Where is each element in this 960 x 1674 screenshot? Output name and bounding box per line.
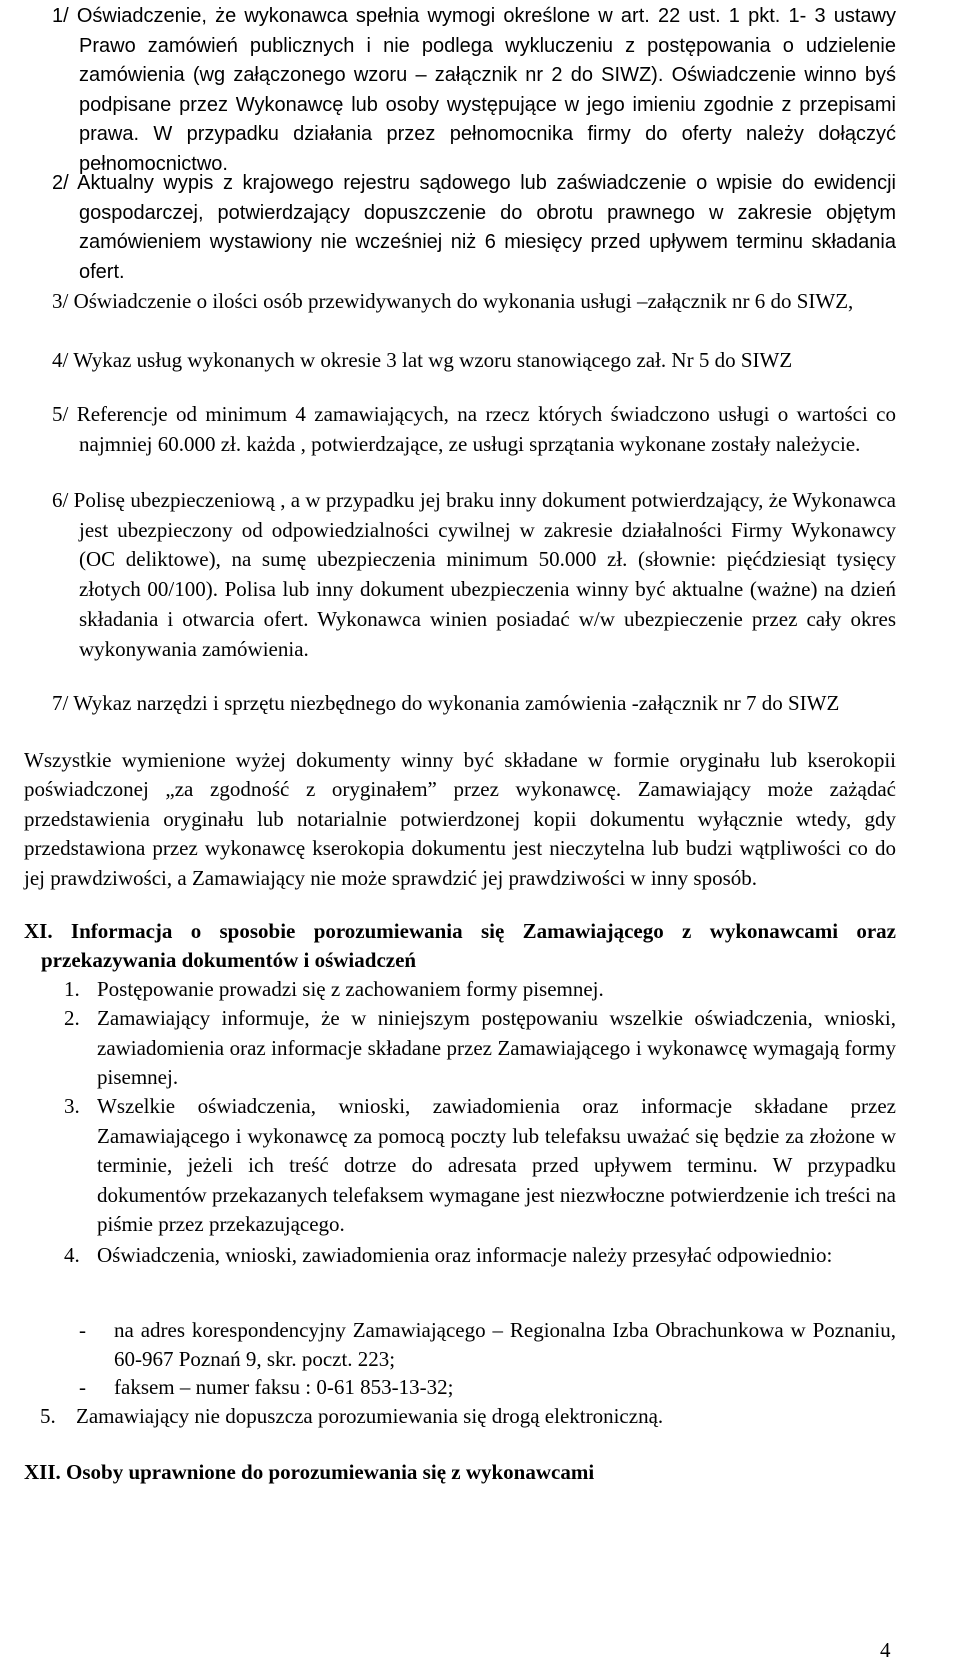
requirement-6: 6/ Polisę ubezpieczeniową , a w przypadku jej braku inny dokument potwierdzający, że Wykonawca jest ubezpieczony od odpowiedzialności cywilnej w zakresie działalności Firmy Wykonawcy (OC deliktowe), na sumę ubezpieczenia minimum 50.000 zł. (słownie: pięćdziesiąt tysięcy złotych 00/100). Polisa lub inny dokument ubezpieczenia winny być aktualne (ważne) na dzień składania i otwarcia ofert. Wykonawca winien posiadać w/w ubezpieczenie przez cały okres wykonywania zamówienia.: [52, 488, 896, 661]
point-5-text: Zamawiający nie dopuszcza porozumiewania się drogą elektroniczną.: [76, 1404, 664, 1428]
point-4-text: Oświadczenia, wnioski, zawiadomienia oraz informacje należy przesyłać odpowiednio:: [97, 1243, 833, 1267]
point-3-number: 3.: [64, 1094, 80, 1118]
point-3-text: Wszelkie oświadczenia, wnioski, zawiadomienia oraz informacje składane przez Zamawiającego i wykonawcę za pomocą poczty lub telefaksu uważać się będzie za złożone w terminie, jeżeli ich treść dotrze do adresata przed upływem terminu. W przypadku dokumentów przekazanych telefaksem wymagane jest niezwłoczne potwierdzenie ich treści na piśmie przez przekazującego.: [97, 1094, 896, 1237]
point-2-text: Zamawiający informuje, że w niniejszym postępowaniu wszelkie oświadczenia, wnioski, zawiadomienia oraz informacje składane przez Zamawiającego i wykonawcę wymagają formy pisemnej.: [97, 1006, 896, 1089]
dash-item-address: na adres korespondencyjny Zamawiającego – Regionalna Izba Obrachunkowa w Poznaniu, 60-967 Poznań 9, skr. poczt. 223;: [114, 1318, 896, 1371]
section-xi-heading: XI. Informacja o sposobie porozumiewania się Zamawiającego z wykonawcami oraz przekazywania dokumentów i oświadczeń: [24, 919, 896, 972]
page-number: 4: [880, 1638, 891, 1662]
requirement-1: 1/ Oświadczenie, że wykonawca spełnia wymogi określone w art. 22 ust. 1 pkt. 1- 3 ustawy Prawo zamówień publicznych i nie podlega wykluczeniu z postępowania o udzielenie zamówienia (wg załączonego wzoru – załącznik nr 2 do SIWZ). Oświadczenie winno byś podpisane przez Wykonawcę lub osoby występujące w jego imieniu zgodnie z przepisami prawa. W przypadku działania przez pełnomocnika firmy do oferty należy dołączyć pełnomocnictwo.: [52, 5, 896, 175]
requirement-3: 3/ Oświadczenie o ilości osób przewidywanych do wykonania usługi –załącznik nr 6 do SIWZ,: [52, 289, 854, 313]
requirement-2: 2/ Aktualny wypis z krajowego rejestru sądowego lub zaświadczenie o wpisie do ewidencji gospodarczej, potwierdzający dopuszczenie do obrotu prawnego w zakresie objętym zamówieniem wystawiony nie wcześniej niż 6 miesięcy przed upływem terminu składania ofert.: [52, 172, 896, 283]
point-5-number: 5.: [40, 1404, 56, 1428]
point-1-number: 1.: [64, 977, 80, 1001]
dash-1: -: [79, 1318, 86, 1342]
dash-item-fax: faksem – numer faksu : 0-61 853-13-32;: [114, 1375, 454, 1399]
closing-paragraph: Wszystkie wymienione wyżej dokumenty winny być składane w formie oryginału lub kserokopii poświadczonej „za zgodność z oryginałem” przez wykonawcę. Zamawiający może zażądać przedstawienia oryginału lub notarialnie potwierdzonej kopii dokumentu wyłącznie wtedy, gdy przedstawiona przez wykonawcę kserokopia dokumentu jest nieczytelna lub budzi wątpliwości co do jej prawdziwości, a Zamawiający nie może sprawdzić jej prawdziwości w inny sposób.: [24, 748, 896, 890]
requirement-4: 4/ Wykaz usług wykonanych w okresie 3 lat wg wzoru stanowiącego zał. Nr 5 do SIWZ: [52, 348, 793, 372]
requirement-5: 5/ Referencje od minimum 4 zamawiających, na rzecz których świadczono usługi o wartości co najmniej 60.000 zł. każda , potwierdzające, ze usługi sprzątania wykonane zostały należycie.: [52, 402, 896, 456]
point-2-number: 2.: [64, 1006, 80, 1030]
section-xii-heading: XII. Osoby uprawnione do porozumiewania się z wykonawcami: [24, 1460, 595, 1484]
dash-2: -: [79, 1375, 86, 1399]
point-1-text: Postępowanie prowadzi się z zachowaniem formy pisemnej.: [97, 977, 604, 1001]
requirement-7: 7/ Wykaz narzędzi i sprzętu niezbędnego do wykonania zamówienia -załącznik nr 7 do SIWZ: [52, 691, 840, 715]
point-4-number: 4.: [64, 1243, 80, 1267]
